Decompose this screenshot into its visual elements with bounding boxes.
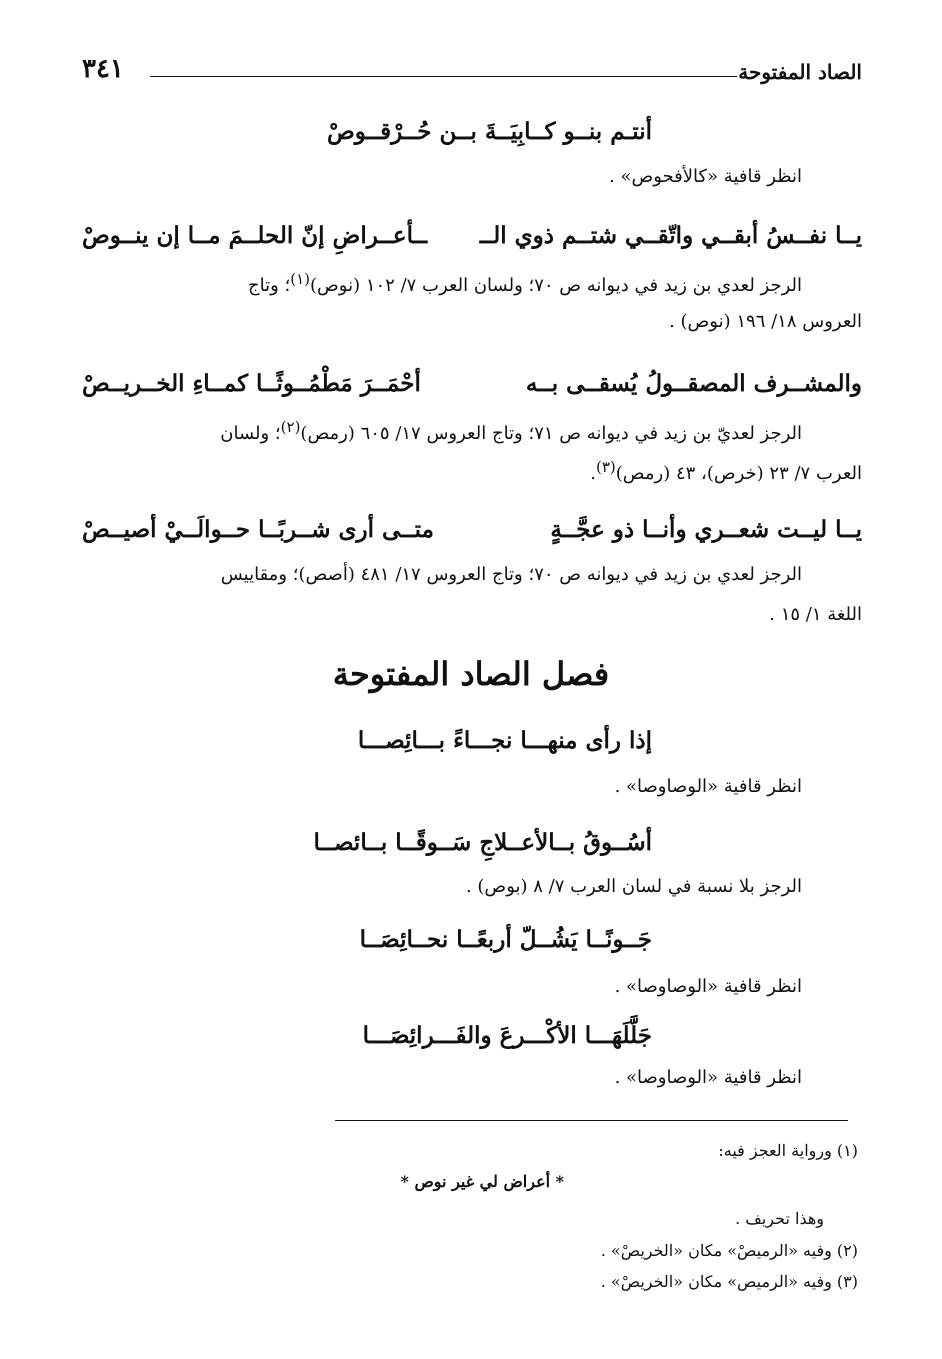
footnote-ref: (٣) (596, 458, 616, 476)
verse-line: جَــونًــا يَشُــلّ أربعًــا نحــائِصَــا (359, 926, 652, 953)
verse-hemistich-left: ــأعــراضِ إنّ الحلــمَ مــا إن ينــوصْ (82, 222, 428, 249)
note-line: الرجز لعدي بن زيد في ديوانه ص ٧٠؛ وتاج العروس ١٧/ ٤٨١ (أصص)؛ ومقاييس (220, 564, 802, 585)
note-line: العروس ١٨/ ١٩٦ (نوص) . (669, 311, 862, 332)
note-text: الرجز لعديّ بن زيد في ديوانه ص ٧١؛ وتاج العروس ١٧/ ٦٠٥ (رمص) (300, 423, 802, 444)
footnote-1-comment: وهذا تحريف . (735, 1209, 824, 1228)
header-rule (150, 76, 737, 77)
verse-hemistich-right: يــا نفــسُ أبقــي واتّقــي شتــم ذوي الــ (479, 222, 862, 249)
footnote-ref: (١) (290, 270, 310, 288)
note-line: انظر قافية «كالأفحوص» . (609, 166, 802, 187)
note-line (220, 418, 802, 444)
verse-line: جَلَّلَهَـــا الأكْـــرعَ والفَـــرائِصَـــا (362, 1022, 652, 1049)
note-line: انظر قافية «الوصاوصا» . (614, 1067, 802, 1088)
verse-line: أنتـم بنــو كــابِيَــةَ بــن حُــرْقــوصْ (326, 118, 652, 145)
note-text: . (590, 463, 596, 484)
footnote-ref: (٢) (280, 418, 301, 436)
note-line (248, 270, 802, 296)
note-text: الرجز لعدي بن زيد في ديوانه ص ٧٠؛ ولسان العرب ٧/ ١٠٢ (نوص) (310, 275, 802, 296)
note-text: ؛ وتاج (247, 275, 291, 296)
footnote-rule (335, 1120, 848, 1121)
footnote-2: (٢) وفيه «الرميصْ» مكان «الخريصْ» . (600, 1241, 858, 1260)
page-number: ٣٤١ (82, 54, 124, 84)
note-line: اللغة ١/ ١٥ . (769, 604, 862, 625)
footnote-1: (١) ورواية العجز فيه: (718, 1141, 858, 1160)
verse-line: أسُــوقُ بــالأعــلاجِ سَــوقًــا بــائصــا (313, 829, 652, 856)
footnote-3: (٣) وفيه «الرميص» مكان «الخريصْ» . (600, 1272, 858, 1291)
section-title: فصل الصاد المفتوحة (332, 655, 610, 693)
note-text: العرب ٧/ ٢٣ (خرص)، ٤٣ (رمص) (615, 463, 862, 484)
note-line: الرجز بلا نسبة في لسان العرب ٧/ ٨ (بوص) . (465, 876, 802, 897)
note-line: انظر قافية «الوصاوصا» . (614, 976, 802, 997)
note-line (590, 458, 862, 484)
verse-line: إذا رأى منهـــا نجـــاءً بـــائِصـــا (357, 727, 652, 754)
note-text: ؛ ولسان (220, 423, 281, 444)
verse-hemistich-right: يــا ليــت شعــري وأنــا ذو عجَّــةٍ (550, 516, 862, 543)
note-line: انظر قافية «الوصاوصا» . (614, 776, 802, 797)
verse-hemistich-left: متــى أرى شــربًــا حــوالَــيْ أصيــصْ (82, 516, 434, 543)
running-head: الصاد المفتوحة (738, 60, 862, 84)
verse-hemistich-right: والمشــرف المصقــولُ يُسقــى بــه (525, 370, 862, 397)
footnote-1-verse: * أعراض لي غير نوص * (400, 1172, 564, 1191)
verse-hemistich-left: أحْمَــرَ مَطْمُــوثًــا كمــاءِ الخــريــصْ (82, 370, 421, 397)
